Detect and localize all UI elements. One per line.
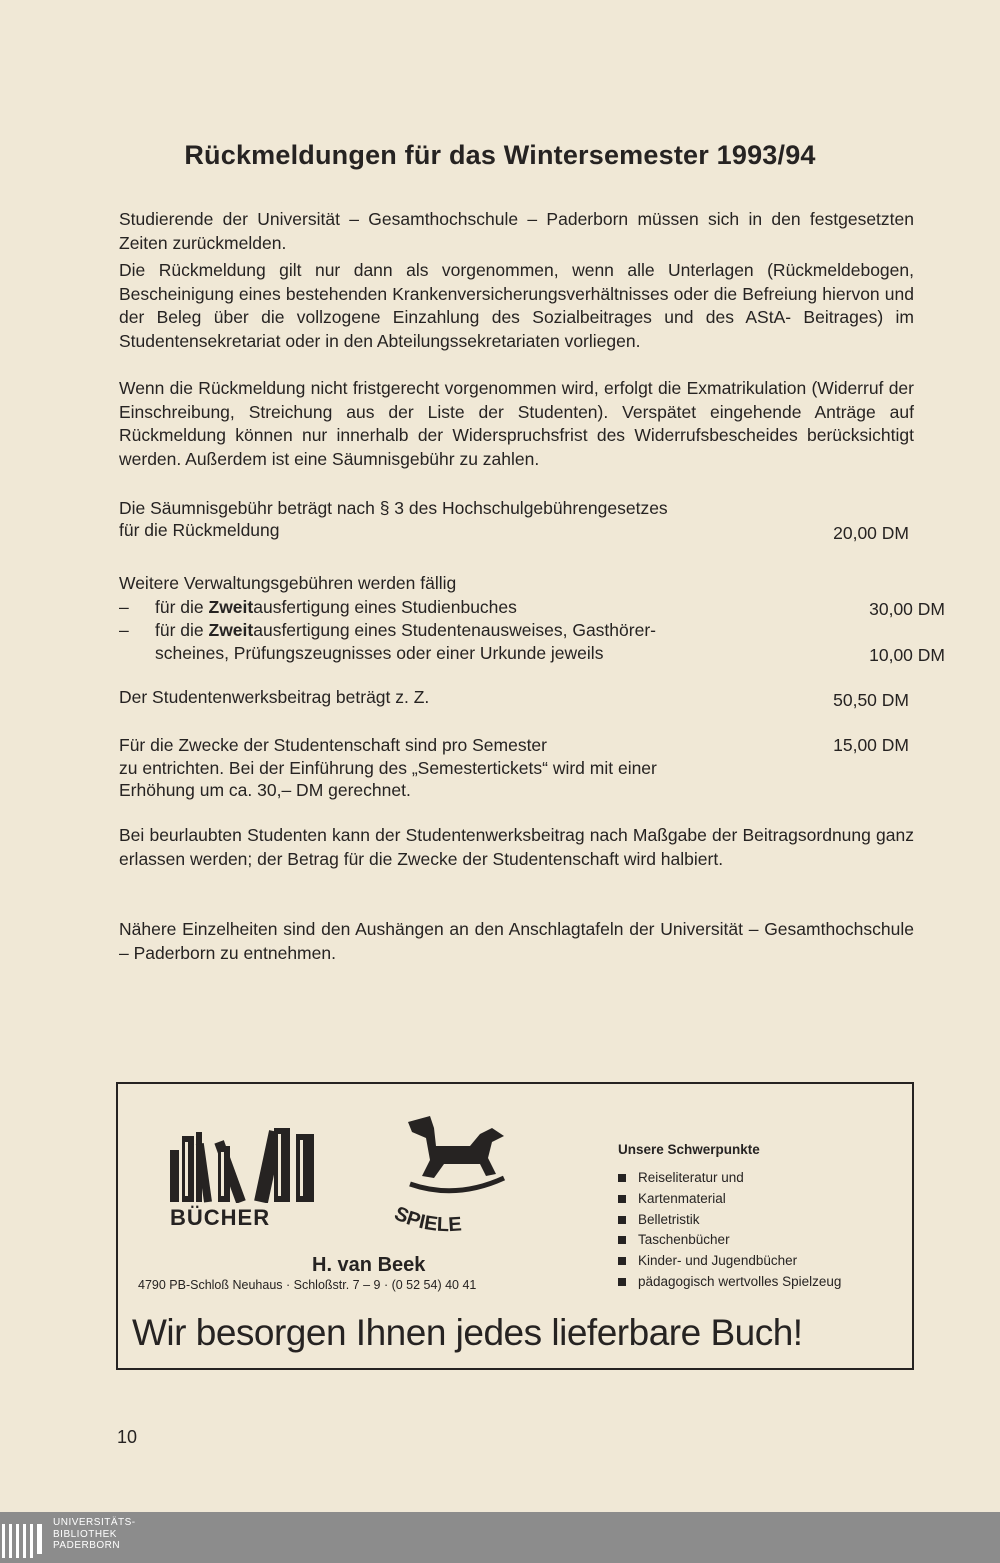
admin-fee-item-2 — [119, 619, 945, 642]
list-item: Taschenbücher — [618, 1230, 841, 1251]
beurlaubt-paragraph: Bei beurlaubten Studenten kann der Studentenwerksbeitrag nach Maßgabe der Beitragsordnung ganz erlassen werden; der Betrag für die Zwecke der Studentenschaft wird halbiert. — [119, 825, 914, 869]
item-text: für die — [155, 620, 209, 640]
page-number: 10 — [117, 1427, 138, 1447]
late-fee-row — [119, 519, 909, 542]
studentenschaft-line3: Erhöhung um ca. 30,– DM gerechnet. — [119, 780, 411, 800]
library-name — [53, 1517, 136, 1552]
admin-fee-amount-1: 30,00 DM — [869, 599, 945, 619]
studentenschaft-label: Für die Zwecke der Studentenschaft sind pro Semester — [119, 735, 547, 755]
focus-title: Unsere Schwerpunkte — [618, 1142, 760, 1157]
admin-fee-amount-2: 10,00 DM — [869, 645, 945, 665]
books-label: BÜCHER — [170, 1205, 271, 1230]
list-item: pädagogisch wertvolles Spielzeug — [618, 1272, 841, 1293]
library-line: UNIVERSITÄTS- — [53, 1517, 136, 1528]
shop-address: 4790 PB-Schloß Neuhaus · Schloßstr. 7 – 9 · (0 52 54) 40 41 — [138, 1278, 477, 1292]
studentenwerk-row — [119, 686, 909, 709]
dash: – — [119, 597, 129, 617]
games-label — [388, 1206, 518, 1246]
focus-list — [618, 1168, 841, 1293]
item-bold: Zweit — [208, 620, 254, 640]
list-item: Kartenmaterial — [618, 1189, 841, 1210]
library-footer — [0, 1512, 1000, 1563]
studentenschaft-row — [119, 734, 909, 757]
bookshop-advert — [116, 1082, 914, 1370]
item-text: ausfertigung eines Studienbuches — [253, 597, 517, 617]
late-fee-amount: 20,00 DM — [833, 523, 909, 543]
intro-paragraph: Studierende der Universität – Gesamthochschule – Paderborn müssen sich in den festgesetzten Zeiten zurückmelden. — [119, 209, 914, 253]
studentenwerk-amount: 50,50 DM — [833, 690, 909, 710]
list-item: Reiseliteratur und — [618, 1168, 841, 1189]
late-paragraph: Wenn die Rückmeldung nicht fristgerecht vorgenommen wird, erfolgt die Exmatrikulation (Widerruf der Einschreibung, Streichung aus der Liste der Studenten). Verspätet eingehende Anträge auf Rückmeldung können nur innerhalb der Widerspruchsfrist des Widerrufsbescheides berücksichtigt werden. Außerdem ist eine Säumnisgebühr zu zahlen. — [119, 378, 914, 469]
admin-fees-heading: Weitere Verwaltungsgebühren werden fällig — [119, 573, 457, 593]
page-title: Rückmeldungen für das Wintersemester 1993/94 — [184, 140, 816, 170]
list-item: Kinder- und Jugendbücher — [618, 1251, 841, 1272]
item-text: für die — [155, 597, 209, 617]
details-paragraph: Nähere Einzelheiten sind den Aushängen an den Anschlagtafeln der Universität – Gesamthochschule – Paderborn zu entnehmen. — [119, 919, 914, 963]
item-bold: Zweit — [208, 597, 254, 617]
studentenschaft-line2: zu entrichten. Bei der Einführung des „Semestertickets“ wird mit einer — [119, 758, 657, 778]
books-icon — [168, 1128, 318, 1203]
studentenwerk-label: Der Studentenwerksbeitrag beträgt z. Z. — [119, 687, 430, 707]
library-line: BIBLIOTHEK — [53, 1528, 117, 1540]
library-logo-icon — [2, 1520, 46, 1560]
rocking-horse-icon — [400, 1112, 510, 1197]
admin-fee-item-1 — [119, 596, 945, 619]
item-text: ausfertigung eines Studentenausweises, Gasthörer- — [253, 620, 656, 640]
shop-owner: H. van Beek — [312, 1254, 426, 1276]
late-fee-label: für die Rückmeldung — [119, 520, 280, 540]
dash: – — [119, 620, 129, 640]
validity-paragraph: Die Rückmeldung gilt nur dann als vorgenommen, wenn alle Unterlagen (Rückmeldebogen, Bescheinigung eines bestehenden Krankenversicherungsverhältnisses oder die Befreiung hiervon und der Beleg über die vollzogene Einzahlung des Sozialbeitrages und des AStA- Beitrages) im Studentensekretariat oder in den Abteilungssekretariaten vorliegen. — [119, 260, 914, 351]
admin-fee-item-2-cont — [119, 642, 945, 665]
late-fee-line1: Die Säumnisgebühr beträgt nach § 3 des Hochschulgebührengesetzes — [119, 498, 668, 518]
library-line: PADERBORN — [53, 1540, 121, 1551]
list-item: Belletristik — [618, 1210, 841, 1231]
advert-slogan: Wir besorgen Ihnen jedes lieferbare Buch! — [132, 1312, 803, 1353]
studentenschaft-amount: 15,00 DM — [833, 735, 909, 755]
svg-text:SPIELE: SPIELE — [391, 1206, 463, 1237]
item-text: scheines, Prüfungszeugnisses oder einer Urkunde jeweils — [155, 643, 604, 663]
